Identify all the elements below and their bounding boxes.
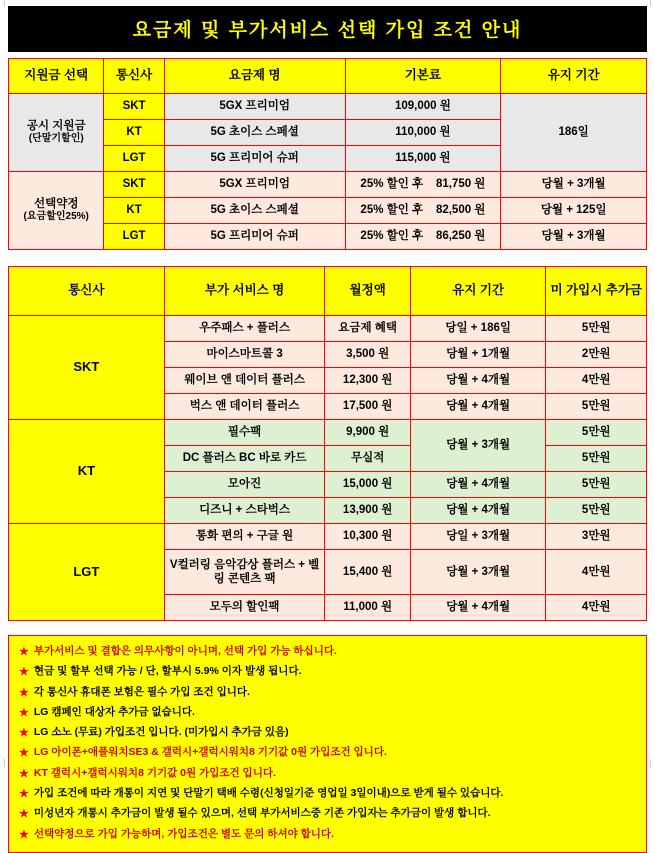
duration-cell: 당월 + 4개월 <box>410 472 546 498</box>
fee-cell: 요금제 혜택 <box>325 316 410 342</box>
note-item <box>17 703 638 723</box>
duration-cell: 당월 + 3개월 <box>501 224 647 250</box>
duration-cell: 당월 + 4개월 <box>410 368 546 394</box>
star-icon: ★ <box>19 686 29 699</box>
fee-cell: 13,900 원 <box>325 498 410 524</box>
service-cell: 벅스 앤 데이터 플러스 <box>164 394 325 420</box>
fee-cell: 12,300 원 <box>325 368 410 394</box>
duration-cell: 당월 + 4개월 <box>410 595 546 621</box>
discounted-fee: 81,750 원 <box>435 178 486 191</box>
col-service-name: 부가 서비스 명 <box>164 267 325 316</box>
col-non-subscription-surcharge: 미 가입시 추가금 <box>546 267 647 316</box>
carrier-cell: LGT <box>104 146 164 172</box>
service-cell: 필수팩 <box>164 420 325 446</box>
table-row <box>9 224 647 250</box>
duration-cell: 당월 + 125일 <box>501 198 647 224</box>
surcharge-cell: 5만원 <box>546 420 647 446</box>
note-text: LG 소노 (무료) 가입조건 입니다. (미가입시 추가금 있음) <box>33 726 289 739</box>
surcharge-cell: 5만원 <box>546 446 647 472</box>
service-cell: V컬러링 음악감상 플러스 + 벨링 콘텐츠 팩 <box>164 550 325 595</box>
table-row <box>9 420 647 446</box>
plan-cell: 5G 프리미어 슈퍼 <box>164 224 345 250</box>
star-icon: ★ <box>19 646 29 658</box>
bottom-crop-marks <box>0 761 655 769</box>
plan-cell: 5GX 프리미엄 <box>164 172 345 198</box>
star-icon: ★ <box>19 788 29 801</box>
fee-cell: 17,500 원 <box>325 394 410 420</box>
fee-cell: 15,400 원 <box>325 550 410 595</box>
duration-cell: 당일 + 3개월 <box>410 524 546 550</box>
fee-cell: 9,900 원 <box>325 420 410 446</box>
star-icon: ★ <box>19 747 29 760</box>
note-text: 미성년자 개통시 추가금이 발생 될수 있으며, 선택 부가서비스중 기존 가입자는 추가금이 발생 합니다. <box>33 807 491 820</box>
fee-cell <box>345 172 501 198</box>
carrier-cell: KT <box>9 420 165 524</box>
carrier-cell: SKT <box>104 94 164 120</box>
fee-cell <box>345 224 501 250</box>
service-cell: 디즈니 + 스타벅스 <box>164 498 325 524</box>
note-item <box>17 642 638 662</box>
top-crop-marks <box>0 0 655 6</box>
table-row <box>9 316 647 342</box>
plan-cell: 5G 초이스 스페셜 <box>164 198 345 224</box>
support-type-sub: (요금할인25%) <box>23 211 89 223</box>
fee-cell: 109,000 원 <box>345 94 501 120</box>
plan-conditions-table <box>8 58 647 250</box>
fee-cell: 115,000 원 <box>345 146 501 172</box>
note-item <box>17 723 638 743</box>
table-row <box>9 94 647 120</box>
carrier-cell: KT <box>104 198 164 224</box>
note-text: LG 캠페인 대상자 추가금 없습니다. <box>33 705 195 718</box>
note-item <box>17 825 638 845</box>
service-cell: 모두의 할인팩 <box>164 595 325 621</box>
discount-note: 25% 할인 후 <box>360 204 424 217</box>
note-text: 현금 및 할부 선택 가능 / 단, 할부시 5.9% 이자 발생 됩니다. <box>33 665 302 678</box>
carrier-cell: LGT <box>9 524 165 621</box>
duration-cell: 당일 + 186일 <box>410 316 546 342</box>
note-text: 가입 조건에 따라 개통이 지연 및 단말기 택배 수령(신청일기준 영업일 3일이내)으로 받게 될수 있습니다. <box>33 787 504 800</box>
surcharge-cell: 2만원 <box>546 342 647 368</box>
note-text: LG 아이폰+애플워치SE3 & 갤럭시+갤럭시워치8 기기값 0원 가입조건 입니다. <box>33 746 387 759</box>
star-icon: ★ <box>19 727 29 740</box>
duration-cell: 당월 + 3개월 <box>410 420 546 472</box>
fee-cell <box>345 198 501 224</box>
surcharge-cell: 3만원 <box>546 524 647 550</box>
col-duration: 유지 기간 <box>501 59 647 94</box>
service-cell: 통화 편의 + 구글 원 <box>164 524 325 550</box>
note-item <box>17 662 638 682</box>
duration-cell: 당월 + 3개월 <box>410 550 546 595</box>
page-title: 요금제 및 부가서비스 선택 가입 조건 안내 <box>8 6 647 52</box>
surcharge-cell: 5만원 <box>546 394 647 420</box>
fee-cell: 110,000 원 <box>345 120 501 146</box>
fee-cell: 11,000 원 <box>325 595 410 621</box>
col-support-type: 지원금 선택 <box>9 59 104 94</box>
table-row <box>9 524 647 550</box>
notes-panel <box>8 635 647 853</box>
support-type-main: 선택약정 <box>34 198 79 211</box>
surcharge-cell: 4만원 <box>546 368 647 394</box>
duration-cell: 당월 + 4개월 <box>410 394 546 420</box>
support-type-sub: (단말기할인) <box>28 133 84 145</box>
plan-cell: 5GX 프리미엄 <box>164 94 345 120</box>
note-item <box>17 683 638 703</box>
note-text: KT 갤럭시+갤럭시워치8 기기값 0원 가입조건 입니다. <box>33 766 276 779</box>
duration-cell: 186일 <box>501 94 647 172</box>
fee-cell: 3,500 원 <box>325 342 410 368</box>
star-icon: ★ <box>19 666 29 679</box>
service-cell: DC 플러스 BC 바로 카드 <box>164 446 325 472</box>
fee-cell: 10,300 원 <box>325 524 410 550</box>
discounted-fee: 82,500 원 <box>435 204 486 217</box>
duration-cell: 당월 + 1개월 <box>410 342 546 368</box>
surcharge-cell: 5만원 <box>546 472 647 498</box>
support-type-label <box>9 94 104 172</box>
carrier-cell: LGT <box>104 224 164 250</box>
col-carrier: 통신사 <box>104 59 164 94</box>
table-spacer <box>8 250 647 266</box>
note-text: 부가서비스 및 결합은 의무사항이 아니며, 선택 가입 가능 하십니다. <box>33 645 337 657</box>
service-cell: 웨이브 앤 데이터 플러스 <box>164 368 325 394</box>
table-header-row <box>9 59 647 94</box>
note-text: 각 통신사 휴대폰 보험은 필수 가입 조건 입니다. <box>33 685 250 698</box>
star-icon: ★ <box>19 808 29 821</box>
support-type-main: 공시 지원금 <box>26 120 86 133</box>
table-row <box>9 172 647 198</box>
fee-cell: 무실적 <box>325 446 410 472</box>
col-plan-name: 요금제 명 <box>164 59 345 94</box>
service-cell: 우주패스 + 플러스 <box>164 316 325 342</box>
service-cell: 마이스마트콜 3 <box>164 342 325 368</box>
note-item <box>17 784 638 804</box>
col-base-fee: 기본료 <box>345 59 501 94</box>
note-item <box>17 804 638 824</box>
carrier-cell: SKT <box>104 172 164 198</box>
col-carrier: 통신사 <box>9 267 165 316</box>
surcharge-cell: 4만원 <box>546 550 647 595</box>
table-header-row <box>9 267 647 316</box>
discount-note: 25% 할인 후 <box>360 230 424 243</box>
discount-note: 25% 할인 후 <box>360 178 424 191</box>
surcharge-cell: 4만원 <box>546 595 647 621</box>
surcharge-cell: 5만원 <box>546 316 647 342</box>
discounted-fee: 86,250 원 <box>435 230 486 243</box>
carrier-cell: SKT <box>9 316 165 420</box>
duration-cell: 당월 + 3개월 <box>501 172 647 198</box>
plan-cell: 5G 프리미어 슈퍼 <box>164 146 345 172</box>
carrier-cell: KT <box>104 120 164 146</box>
col-duration: 유지 기간 <box>410 267 546 316</box>
table-row <box>9 198 647 224</box>
star-icon: ★ <box>19 767 29 780</box>
service-cell: 모아진 <box>164 472 325 498</box>
star-icon: ★ <box>19 706 29 719</box>
duration-cell: 당월 + 4개월 <box>410 498 546 524</box>
support-type-label <box>9 172 104 250</box>
note-text: 선택약정으로 가입 가능하며, 가입조건은 별도 문의 하셔야 합니다. <box>33 827 334 840</box>
surcharge-cell: 5만원 <box>546 498 647 524</box>
col-monthly-fee: 월정액 <box>325 267 410 316</box>
plan-cell: 5G 초이스 스페셜 <box>164 120 345 146</box>
fee-cell: 15,000 원 <box>325 472 410 498</box>
value-added-services-table <box>8 266 647 621</box>
star-icon: ★ <box>19 828 29 841</box>
